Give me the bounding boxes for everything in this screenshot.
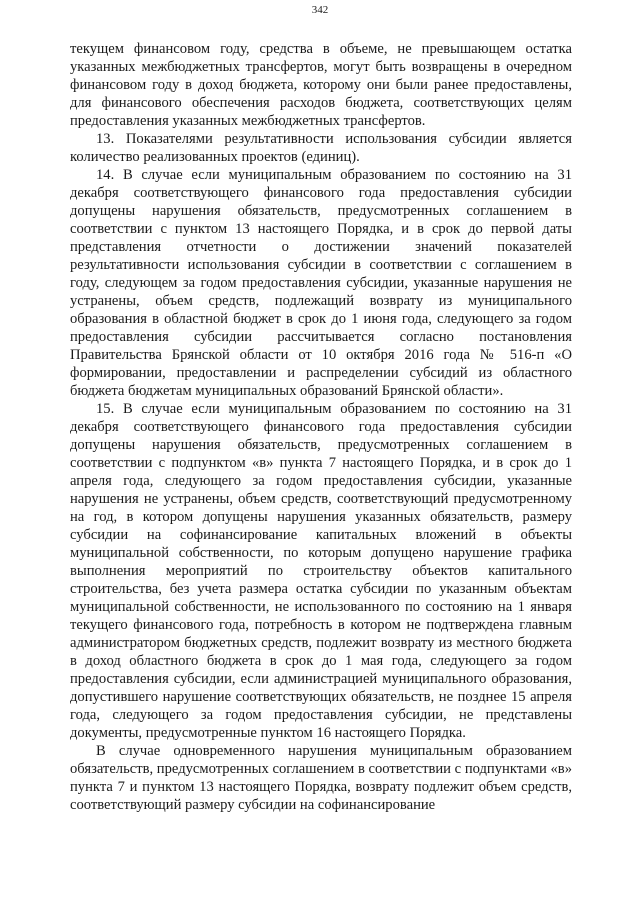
paragraph-clause-14: 14. В случае если муниципальным образованием по состоянию на 31 декабря соответствующего финансового года предоставления субсидии допущены нарушения обязательств, предусмотренных соглашением в соответствии с пунктом 13 настоящего Порядка, и в срок до первой даты представления отчетности о достижении значений показателей результативности использования субсидии в соответствии с соглашением в году, следующем за годом предоставления субсидии, указанные нарушения не устранены, объем средств, подлежащий возврату из муниципального образования в областной бюджет в срок до 1 июня года, следующего за годом предоставления субсидии рассчитывается согласно постановления Правительства Брянской области от 10 октября 2016 года № 516-п «О формировании, предоставлении и распределении субсидий из областного бюджета бюджетам муниципальных образований Брянской области». (70, 167, 572, 399)
page-number: 342 (311, 4, 329, 16)
paragraph-clause-15: 15. В случае если муниципальным образованием по состоянию на 31 декабря соответствующего финансового года предоставления субсидии допущены нарушения обязательств, предусмотренных соглашением в соответствии с подпунктом «в» пункта 7 настоящего Порядка, и в срок до 1 апреля года, следующего за годом предоставления субсидии, указанные нарушения не устранены, объем средств, соответствующий предусмотренному на год, в котором допущены нарушения указанных обязательств, размеру субсидии на софинансирование капитальных вложений в объекты муниципальной собственности, по которым допущено нарушение графика выполнения мероприятий по строительству объектов капитального строительства, без учета размера остатка субсидии по указанным объектам муниципальной собственности, не использованного по состоянию на 1 января текущего финансового года, потребность в котором не подтверждена главным администратором бюджетных средств, подлежит возврату из местного бюджета в доход областного бюджета в срок до 1 мая года, следующего за годом предоставления субсидии, если администрацией муниципального образования, допустившего нарушение соответствующих обязательств, не позднее 15 апреля года, следующего за годом предоставления субсидии, не представлены документы, предусмотренные пунктом 16 настоящего Порядка. (70, 401, 572, 741)
paragraph-clause-13: 13. Показателями результативности использования субсидии является количество реализованных проектов (единиц). (70, 131, 572, 165)
document-body (70, 40, 572, 814)
paragraph-continuation: текущем финансовом году, средства в объеме, не превышающем остатка указанных межбюджетных трансфертов, могут быть возвращены в очередном финансовом году в доход бюджета, которому они были ранее предоставлены, для финансового обеспечения расходов бюджета, соответствующих целям предоставления указанных межбюджетных трансфертов. (70, 41, 572, 129)
paragraph-simultaneous-violation: В случае одновременного нарушения муниципальным образованием обязательств, предусмотренных соглашением в соответствии с подпунктами «в» пункта 7 и пунктом 13 настоящего Порядка, возврату подлежит объем средств, соответствующий размеру субсидии на софинансирование (70, 743, 572, 813)
